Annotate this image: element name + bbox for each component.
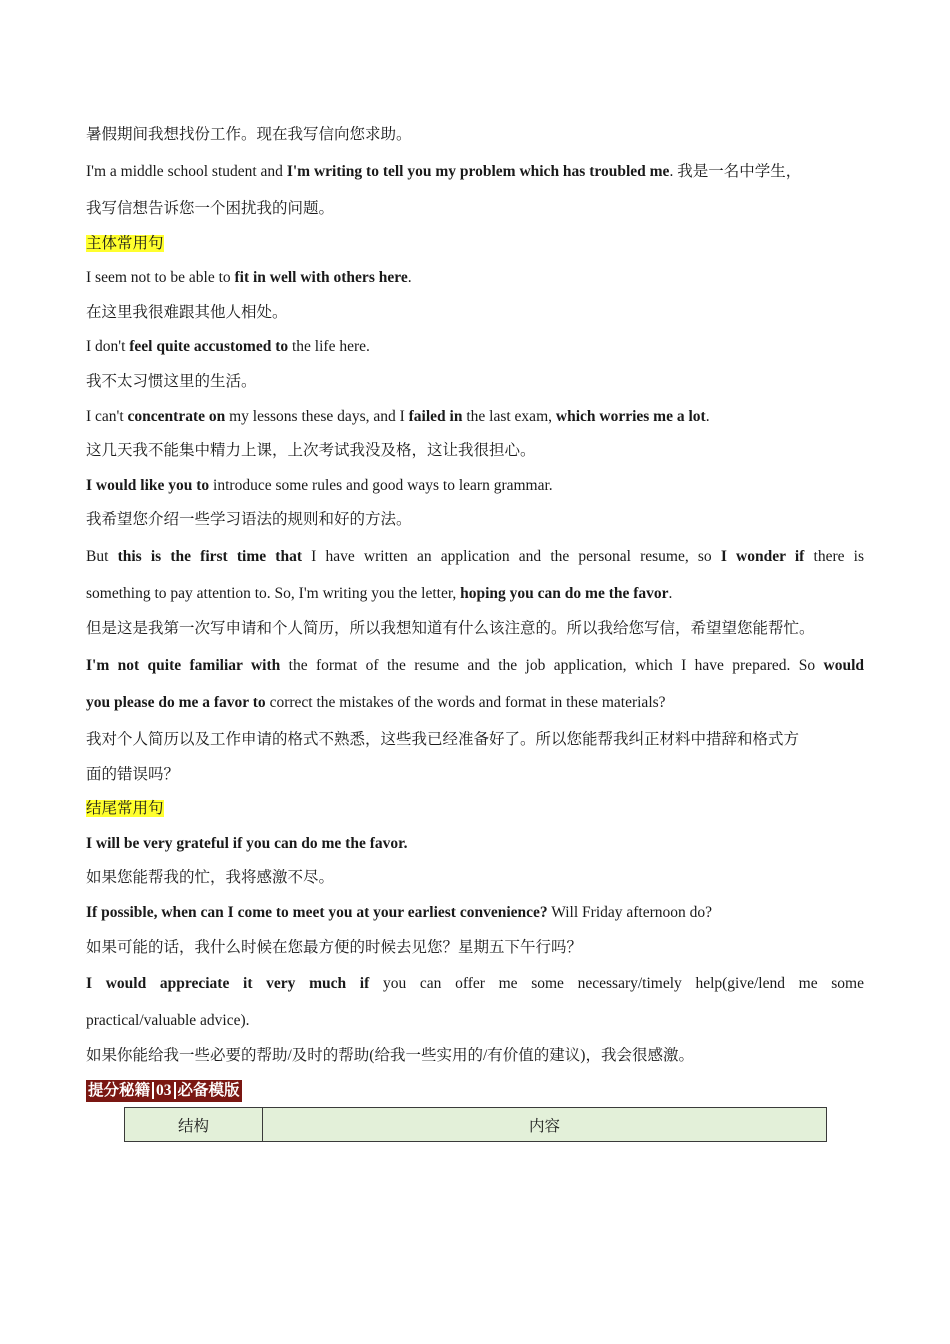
text-line: 我不太习惯这里的生活。 xyxy=(86,372,257,390)
text-line: 面的错误吗？ xyxy=(86,765,180,783)
text-line: 在这里我很难跟其他人相处。 xyxy=(86,303,288,321)
text-line: 如果您能帮我的忙，我将感激不尽。 xyxy=(86,869,335,887)
closing-phrases-heading: 结尾常用句 xyxy=(86,800,164,818)
table-header-structure: 结构 xyxy=(125,1108,263,1142)
text-line: I would appreciate it very much if you can offer me some necessary/timely help(give/lend me some xyxy=(86,975,864,993)
text-line: 如果你能给我一些必要的帮助/及时的帮助(给我一些实用的/有价值的建议)，我会很感激。 xyxy=(86,1047,694,1065)
template-table xyxy=(124,1107,827,1142)
banner-line xyxy=(86,1074,864,1109)
text-line: I'm a middle school student and I'm writing to tell you my problem which has troubled me. 我是一名中学生， xyxy=(86,162,802,180)
text-line: 我写信想告诉您一个困扰我的问题。 xyxy=(86,199,335,217)
text-line: 暑假期间我想找份工作。现在我写信向您求助。 xyxy=(86,126,412,143)
text-line: I would like you to introduce some rules and good ways to learn grammar. xyxy=(86,476,553,494)
text-line: you please do me a favor to correct the mistakes of the words and format in these materials? xyxy=(86,693,666,711)
text-line: I don't feel quite accustomed to the life here. xyxy=(86,338,370,356)
document-body xyxy=(86,118,864,1108)
text-line: something to pay attention to. So, I'm writing you the letter, hoping you can do me the favor. xyxy=(86,584,673,602)
text-line: 我希望您介绍一些学习语法的规则和好的方法。 xyxy=(86,511,412,529)
section-heading xyxy=(86,792,864,827)
text-line: If possible, when can I come to meet you at your earliest convenience? Will Friday afternoon do? xyxy=(86,903,713,921)
text-line: But this is the first time that I have written an application and the personal resume, so I wonder if there is xyxy=(86,547,864,565)
section-heading xyxy=(86,227,864,262)
text-line: 但是这是我第一次写申请和个人简历，所以我想知道有什么该注意的。所以我给您写信，希望望您能帮忙。 xyxy=(86,619,815,637)
text-line: practical/valuable advice). xyxy=(86,1012,250,1030)
table-header-row xyxy=(125,1108,827,1142)
body-phrases-heading: 主体常用句 xyxy=(86,234,164,252)
text-line: 如果可能的话，我什么时候在您最方便的时候去见您？星期五下午行吗？ xyxy=(86,938,583,956)
text-line: I will be very grateful if you can do me the favor. xyxy=(86,834,408,852)
table-header-content: 内容 xyxy=(263,1108,827,1142)
text-line: I'm not quite familiar with the format of the resume and the job application, which I have prepared. So would xyxy=(86,656,864,674)
text-line: 我对个人简历以及工作申请的格式不熟悉，这些我已经准备好了。所以您能帮我纠正材料中措辞和格式方 xyxy=(86,730,800,748)
section-banner: 提分秘籍 03 必备模版 xyxy=(86,1080,242,1102)
text-line: I can't concentrate on my lessons these days, and I failed in the last exam, which worries me a lot. xyxy=(86,407,710,425)
text-line: I seem not to be able to fit in well with others here. xyxy=(86,269,412,287)
text-line: 这几天我不能集中精力上课，上次考试我没及格，这让我很担心。 xyxy=(86,442,536,460)
